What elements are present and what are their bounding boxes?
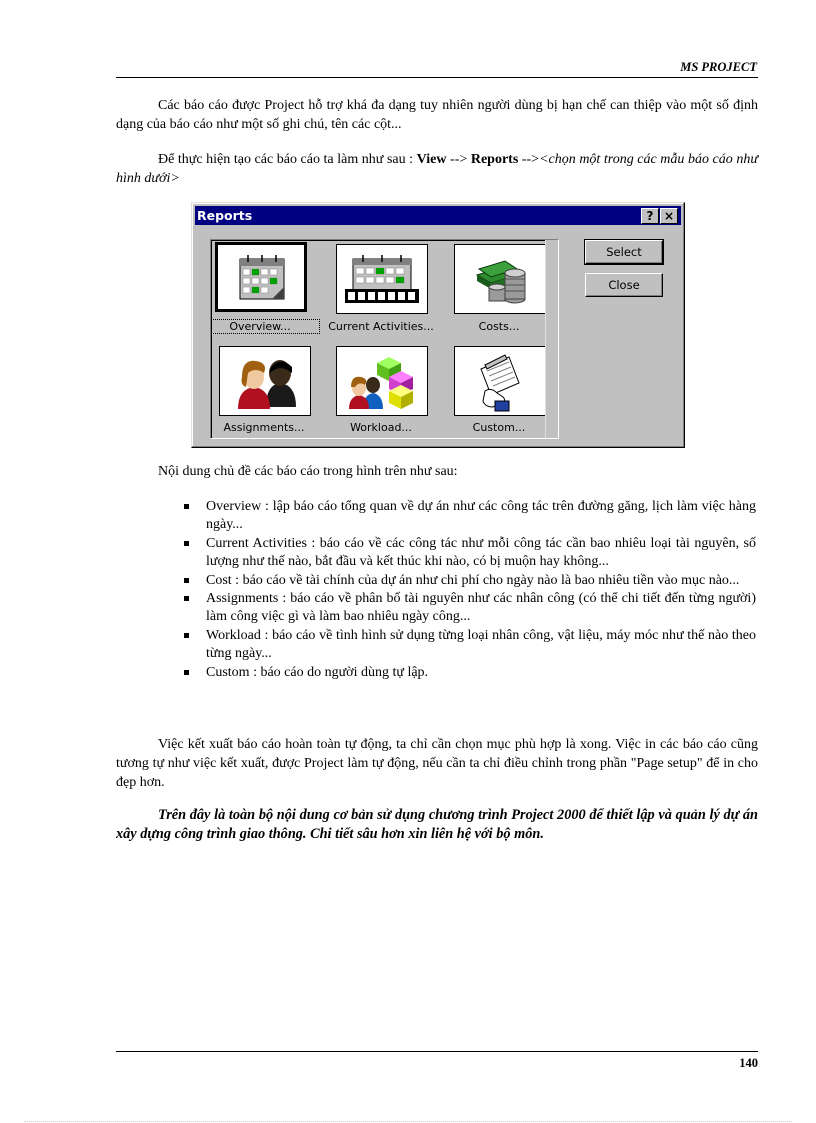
intro-p2-text: Để thực hiện tạo các báo cáo ta làm như sau : xyxy=(158,152,417,167)
list-item: Assignments : báo cáo về phân bố tài nguyên như các nhân công (có thể chi tiết đến từng người) làm công việc gì và làm bao nhiêu ngày công... xyxy=(158,590,756,627)
current-activities-label: Current Activities... xyxy=(328,320,434,333)
page-bottom-dotted-border xyxy=(24,1121,792,1122)
overview-tile[interactable] xyxy=(215,242,307,312)
help-button[interactable]: ? xyxy=(641,208,659,224)
close-button[interactable]: Close xyxy=(585,273,663,297)
custom-hand-document-icon xyxy=(455,347,545,415)
menu-view-text: View xyxy=(416,152,447,167)
list-item: Overview : lập báo cáo tổng quan về dự án như các công tác trên đường găng, lịch làm việc hàng ngày... xyxy=(158,498,756,535)
assignments-tile[interactable] xyxy=(219,346,311,416)
overview-label: Overview... xyxy=(210,320,319,333)
list-item: Workload : báo cáo về tình hình sử dụng từng loại nhân công, vật liệu, máy móc như thế nào theo từng ngày... xyxy=(158,627,756,664)
closing-paragraph: Trên đây là toàn bộ nội dung cơ bản sử dụng chương trình Project 2000 để thiết lập và quản lý dự án xây dựng công trình giao thông. Chi tiết sâu hơn xin liên hệ với bộ môn. xyxy=(116,807,758,842)
costs-coins-icon xyxy=(455,245,545,313)
menu-reports-text: Reports xyxy=(470,152,519,167)
close-x-button[interactable]: × xyxy=(660,208,678,224)
dialog-titlebar xyxy=(195,206,681,225)
page-header-title: MS PROJECT xyxy=(680,60,757,74)
header-rule xyxy=(116,77,758,78)
dialog-title: Reports xyxy=(197,208,253,223)
footer-rule xyxy=(116,1051,758,1052)
assignments-people-icon xyxy=(220,347,310,415)
assignments-label: Assignments... xyxy=(223,421,305,434)
export-paragraph: Việc kết xuất báo cáo hoàn toàn tự động, ta chỉ cần chọn mục phù hợp là xong. Việc in các báo cáo cũng tương tự như việc kết xuất, được Project làm tự động, nếu cần ta chỉ điều chỉnh trong phần "Page setup" để in cho đẹp hơn. xyxy=(116,737,758,790)
workload-label: Workload... xyxy=(350,421,412,434)
intro-paragraph-1: Các báo cáo được Project hỗ trợ khá đa dạng tuy nhiên người dùng bị hạn chế can thiệp vào một số định dạng của báo cáo như một số ghi chú, tên các cột... xyxy=(116,98,758,132)
custom-label: Custom... xyxy=(472,421,526,434)
list-item: Current Activities : báo cáo về các công tác như mỗi công tác cần bao nhiêu loại tài nguyên, số lượng như thế nào, bắt đầu và kết thúc khi nào, có bị muộn hay không... xyxy=(158,535,756,572)
panel-scrollbar[interactable] xyxy=(545,240,558,438)
reports-dialog xyxy=(191,202,685,448)
arrow-text-2: --> xyxy=(518,152,540,167)
list-item: Cost : báo cáo về tài chính của dự án như chi phí cho ngày nào là bao nhiêu tiền vào mục nào... xyxy=(158,572,756,590)
report-descriptions-list xyxy=(158,498,756,682)
intro-paragraph-2 xyxy=(116,150,758,188)
page-number: 140 xyxy=(739,1056,758,1070)
arrow-text-1: --> xyxy=(446,152,471,167)
overview-calendar-icon xyxy=(218,245,304,309)
select-button[interactable]: Select xyxy=(585,240,663,264)
content-intro: Nội dung chủ đề các báo cáo trong hình trên như sau: xyxy=(158,464,458,479)
workload-blocks-icon xyxy=(337,347,427,415)
costs-tile[interactable] xyxy=(454,244,546,314)
current-activities-tile[interactable] xyxy=(336,244,428,314)
instruction-italic: <chọn một trong các mẫu báo cáo như hình dưới> xyxy=(116,152,758,186)
workload-tile[interactable] xyxy=(336,346,428,416)
custom-tile[interactable] xyxy=(454,346,546,416)
report-categories-panel xyxy=(210,239,559,439)
current-activities-calendar-icon xyxy=(337,245,427,313)
list-item: Custom : báo cáo do người dùng tự lập. xyxy=(158,664,756,682)
costs-label: Costs... xyxy=(478,320,520,333)
